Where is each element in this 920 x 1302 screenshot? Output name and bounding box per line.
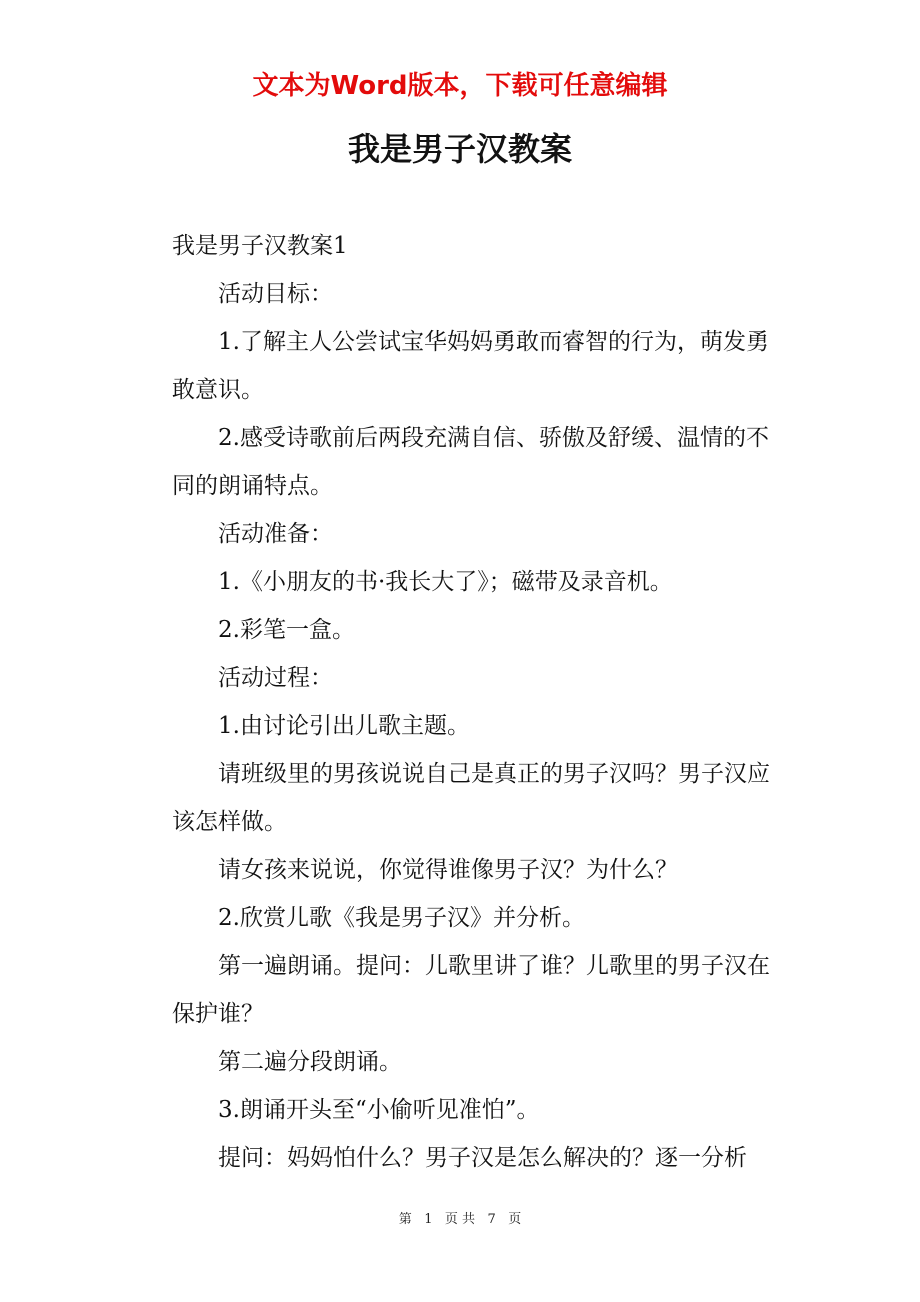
paragraph: 3.朗诵开头至“小偷听见准怕”。 bbox=[218, 1097, 540, 1123]
footer-middle: 页 共 bbox=[444, 1212, 476, 1227]
paragraph: 1.了解主人公尝试宝华妈妈勇敢而睿智的行为，萌发勇敢意识。 bbox=[172, 329, 769, 403]
paragraph: 2.感受诗歌前后两段充满自信、骄傲及舒缓、温情的不同的朗诵特点。 bbox=[172, 425, 769, 499]
document-body bbox=[172, 222, 784, 1182]
download-banner: 文本为Word版本，下载可任意编辑 bbox=[252, 71, 668, 101]
paragraph: 请班级里的男孩说说自己是真正的男子汉吗？男子汉应该怎样做。 bbox=[172, 761, 770, 835]
paragraph: 第二遍分段朗诵。 bbox=[218, 1049, 402, 1075]
footer-prefix: 第 bbox=[398, 1212, 412, 1227]
page-footer bbox=[0, 1208, 920, 1227]
footer-current-page: 1 bbox=[424, 1212, 433, 1227]
paragraph: 请女孩来说说，你觉得谁像男子汉？为什么？ bbox=[218, 857, 678, 883]
paragraph: 活动准备： bbox=[218, 521, 333, 547]
footer-suffix: 页 bbox=[508, 1212, 522, 1227]
paragraph: 1.《小朋友的书·我长大了》；磁带及录音机。 bbox=[218, 569, 673, 595]
paragraph: 1.由讨论引出儿歌主题。 bbox=[218, 713, 470, 739]
document-title: 我是男子汉教案 bbox=[347, 130, 572, 168]
paragraph: 2.欣赏儿歌《我是男子汉》并分析。 bbox=[218, 905, 585, 931]
paragraph: 提问：妈妈怕什么？男子汉是怎么解决的？逐一分析 bbox=[218, 1145, 747, 1171]
paragraph: 活动目标： bbox=[218, 281, 333, 307]
footer-total-pages: 7 bbox=[487, 1212, 496, 1227]
paragraph: 2.彩笔一盒。 bbox=[218, 617, 355, 643]
paragraph: 第一遍朗诵。提问：儿歌里讲了谁？儿歌里的男子汉在保护谁？ bbox=[172, 953, 770, 1027]
paragraph: 活动过程： bbox=[218, 665, 333, 691]
section-heading: 我是男子汉教案1 bbox=[172, 233, 348, 259]
